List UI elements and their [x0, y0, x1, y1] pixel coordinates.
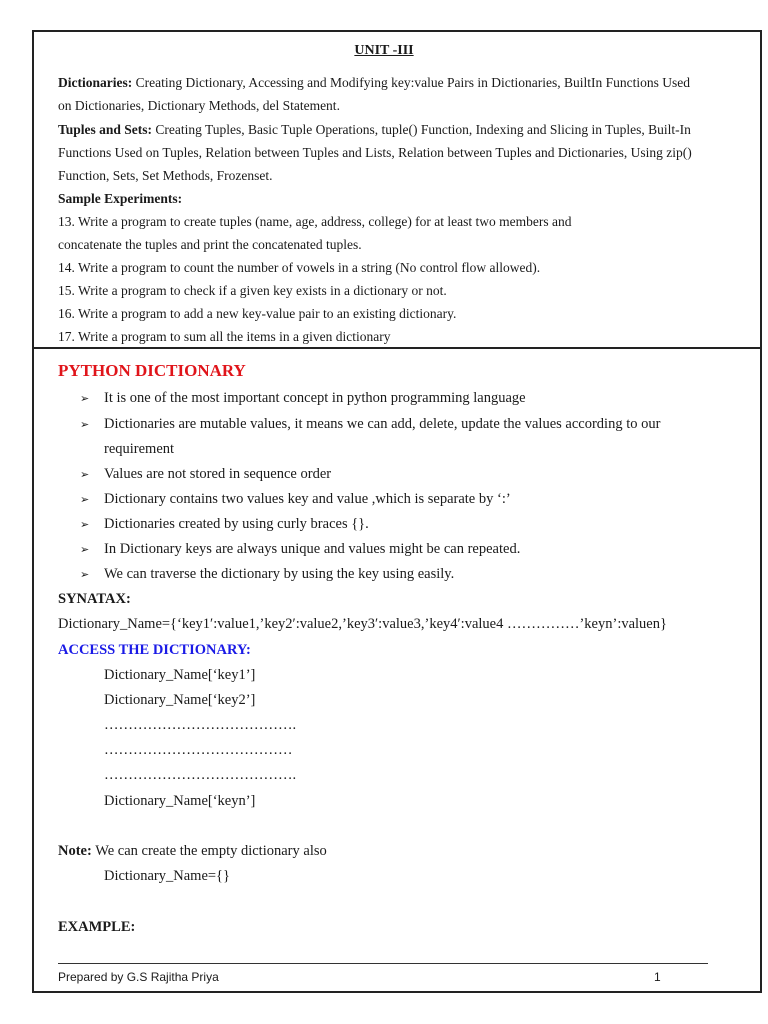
note-line [58, 843, 327, 860]
experiment-17: 17. Write a program to sum all the items in a given dictionary [58, 329, 391, 344]
syllabus-tuples-line2: Functions Used on Tuples, Relation between Tuples and Lists, Relation between Tuples and Dictionaries, Using zip() [58, 145, 692, 160]
bullet-item: ➢ Values are not stored in sequence order [80, 462, 714, 487]
experiment-13-line1: 13. Write a program to create tuples (name, age, address, college) for at least two members and [58, 214, 572, 229]
note-text: We can create the empty dictionary also [95, 843, 327, 859]
tuples-text: Creating Tuples, Basic Tuple Operations, tuple() Function, Indexing and Slicing in Tuples, Built-In [155, 122, 691, 137]
syntax-line: Dictionary_Name={‘key1′:value1,’key2′:value2,’key3′:value3,’key4′:value4 ……………’keyn’:valuen} [58, 616, 667, 632]
syllabus-dictionaries-line2: on Dictionaries, Dictionary Methods, del Statement. [58, 98, 340, 113]
example-label: EXAMPLE: [58, 919, 136, 935]
arrow-bullet-icon: ➢ [80, 518, 90, 531]
sample-experiments-label: Sample Experiments: [58, 191, 183, 206]
access-ellipsis: ………………………………… [104, 742, 293, 758]
section-divider [33, 347, 761, 349]
bullet-item: ➢ Dictionaries are mutable values, it means we can add, delete, update the values according to our requirement [80, 412, 714, 462]
arrow-bullet-icon: ➢ [80, 568, 90, 581]
footer-rule [58, 963, 708, 964]
arrow-bullet-icon: ➢ [80, 392, 90, 405]
access-line: Dictionary_Name[‘keyn’] [104, 793, 256, 809]
access-heading: ACCESS THE DICTIONARY: [58, 642, 251, 658]
page-number: 1 [654, 970, 661, 984]
access-ellipsis: …………………………………. [104, 717, 297, 733]
access-line: Dictionary_Name[‘key1’] [104, 667, 256, 683]
syllabus-tuples-line3: Function, Sets, Set Methods, Frozenset. [58, 168, 273, 183]
dictionaries-label: Dictionaries: [58, 75, 133, 90]
note-label: Note: [58, 843, 92, 859]
experiment-14: 14. Write a program to count the number of vowels in a string (No control flow allowed). [58, 260, 541, 275]
bullet-item: ➢ In Dictionary keys are always unique and values might be can repeated. [80, 537, 714, 562]
experiment-13-line2: concatenate the tuples and print the concatenated tuples. [58, 237, 362, 252]
experiment-15: 15. Write a program to check if a given key exists in a dictionary or not. [58, 283, 447, 298]
dictionaries-text: Creating Dictionary, Accessing and Modifying key:value Pairs in Dictionaries, BuiltIn Functions Used [135, 75, 691, 90]
access-line: Dictionary_Name[‘key2’] [104, 692, 256, 708]
tuples-label: Tuples and Sets: [58, 122, 153, 137]
unit-title: UNIT -III [354, 43, 414, 58]
footer-author: Prepared by G.S Rajitha Priya [58, 970, 219, 984]
experiment-16: 16. Write a program to add a new key-value pair to an existing dictionary. [58, 306, 457, 321]
access-ellipsis: …………………………………. [104, 767, 297, 783]
syntax-label: SYNATAX: [58, 591, 131, 607]
arrow-bullet-icon: ➢ [80, 493, 90, 506]
arrow-bullet-icon: ➢ [80, 418, 90, 431]
arrow-bullet-icon: ➢ [80, 543, 90, 556]
bullet-item: ➢ We can traverse the dictionary by using the key using easily. [80, 562, 714, 587]
syllabus-tuples-line1 [58, 118, 691, 141]
syllabus-dictionaries-line1 [58, 71, 690, 94]
bullet-item: ➢ Dictionary contains two values key and value ,which is separate by ‘:’ [80, 487, 714, 512]
arrow-bullet-icon: ➢ [80, 468, 90, 481]
bullet-item: ➢ Dictionaries created by using curly braces {}. [80, 512, 714, 537]
bullet-item: ➢ It is one of the most important concept in python programming language [80, 386, 714, 411]
note-code: Dictionary_Name={} [104, 868, 230, 884]
section-heading: PYTHON DICTIONARY [58, 361, 246, 380]
